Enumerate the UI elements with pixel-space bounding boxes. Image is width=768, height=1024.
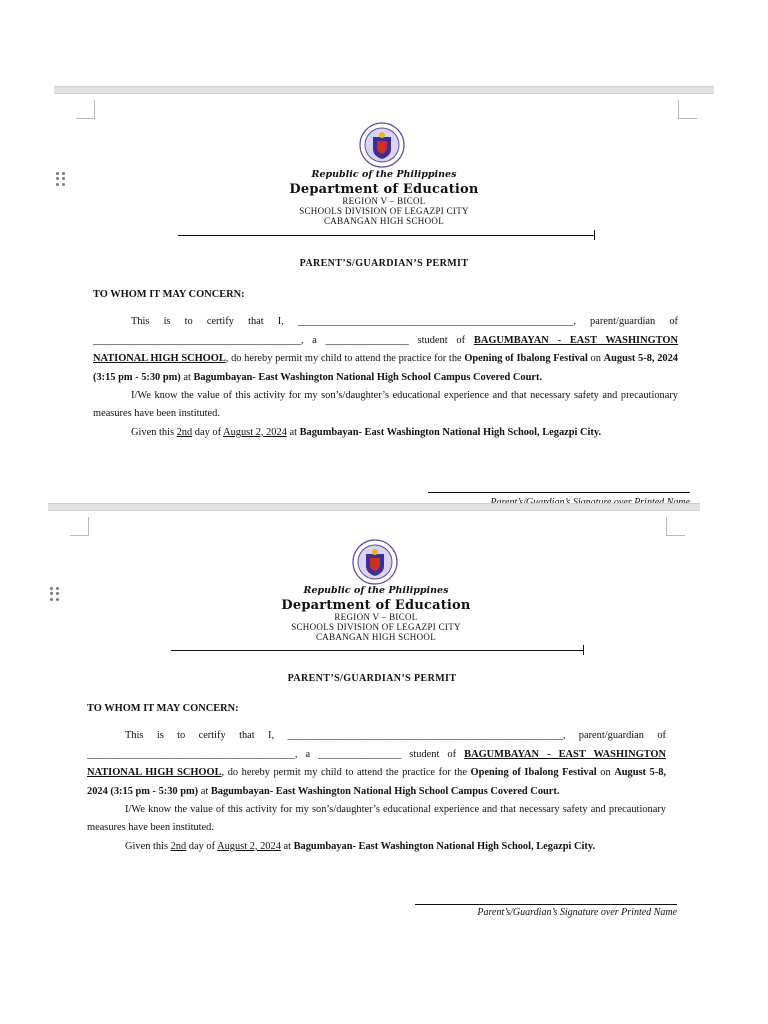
student-name-blank[interactable]: ________________________________________: [93, 334, 301, 346]
letterhead: [226, 586, 526, 642]
permit-body: [87, 700, 666, 856]
signature-line: [415, 904, 677, 905]
letterhead-rule: [171, 650, 583, 651]
letterhead-rule-end: [583, 645, 584, 655]
permit-title: PARENT’S/GUARDIAN’S PERMIT: [287, 673, 457, 684]
division-text: SCHOOLS DIVISION OF LEGAZPI CITY: [299, 205, 469, 216]
margin-corner-top-left: [76, 100, 95, 119]
republic-text: Republic of the Philippines: [311, 169, 457, 180]
parent-name-blank[interactable]: _____________________________________________________: [297, 316, 574, 328]
certification-paragraph: This is to certify that I, _____________________________________________________, parent/guardian of ________________________________________, a ________________ student of BAGUMBAYAN - EAST WASHINGTON NATIONAL HIGH SCHOOL, do hereby permit my child to attend the practice for the Opening of Ibalong Festival on August 5-8, 2024 (3:15 pm - 5:30 pm) at Bagumbayan- East Washington National High School Campus Covered Court.: [87, 730, 667, 797]
drag-handle-icon[interactable]: [56, 172, 66, 186]
margin-corner-top-right: [666, 517, 685, 536]
republic-text: Republic of the Philippines: [303, 585, 449, 596]
permit-body: [93, 286, 678, 442]
drag-handle-icon[interactable]: [50, 587, 60, 601]
deped-seal-icon: [359, 122, 405, 168]
deped-seal-icon: [352, 539, 398, 585]
department-text: Department of Education: [289, 181, 479, 197]
signature-label: Parent’s/Guardian’s Signature over Printed Name: [477, 907, 677, 918]
margin-corner-top-right: [678, 100, 697, 119]
margin-corner-top-left: [70, 517, 89, 536]
document-page-1: [0, 0, 768, 510]
salutation: TO WHOM IT MAY CONCERN:: [87, 703, 239, 714]
given-paragraph: Given this 2nd day of August 2, 2024 at Bagumbayan- East Washington National High School, Legazpi City.: [131, 426, 602, 438]
department-text: Department of Education: [281, 597, 471, 613]
certification-paragraph: This is to certify that I, _____________________________________________________, parent/guardian of ________________________________________, a ________________ student of BAGUMBAYAN - EAST WASHINGTON NATIONAL HIGH SCHOOL, do hereby permit my child to attend the practice for the Opening of Ibalong Festival on August 5-8, 2024 (3:15 pm - 5:30 pm) at Bagumbayan- East Washington National High School Campus Covered Court.: [93, 316, 679, 383]
student-name-blank[interactable]: ________________________________________: [87, 748, 295, 760]
document-page-2: [0, 503, 768, 1024]
grade-blank[interactable]: ________________: [325, 334, 409, 346]
letterhead-rule-end: [594, 230, 595, 240]
page-top-edge: [54, 86, 714, 94]
salutation: TO WHOM IT MAY CONCERN:: [93, 289, 245, 300]
acknowledgement-paragraph: I/We know the value of this activity for my son’s/daughter’s educational experience and that necessary safety and precautionary measures have been instituted.: [93, 390, 678, 420]
school-text: CABANGAN HIGH SCHOOL: [315, 631, 436, 642]
grade-blank[interactable]: ________________: [318, 748, 402, 760]
parent-name-blank[interactable]: _____________________________________________________: [287, 730, 563, 742]
letterhead: [234, 170, 534, 226]
region-text: REGION V – BICOL: [342, 195, 426, 206]
given-paragraph: Given this 2nd day of August 2, 2024 at Bagumbayan- East Washington National High School, Legazpi City.: [125, 840, 596, 852]
acknowledgement-paragraph: I/We know the value of this activity for my son’s/daughter’s educational experience and that necessary safety and precautionary measures have been instituted.: [87, 804, 666, 834]
page-top-edge: [48, 503, 700, 511]
signature-line: [428, 492, 690, 493]
division-text: SCHOOLS DIVISION OF LEGAZPI CITY: [291, 621, 461, 632]
letterhead-rule: [178, 235, 594, 236]
permit-title: PARENT’S/GUARDIAN’S PERMIT: [299, 258, 469, 269]
region-text: REGION V – BICOL: [334, 611, 418, 622]
school-text: CABANGAN HIGH SCHOOL: [323, 215, 444, 226]
